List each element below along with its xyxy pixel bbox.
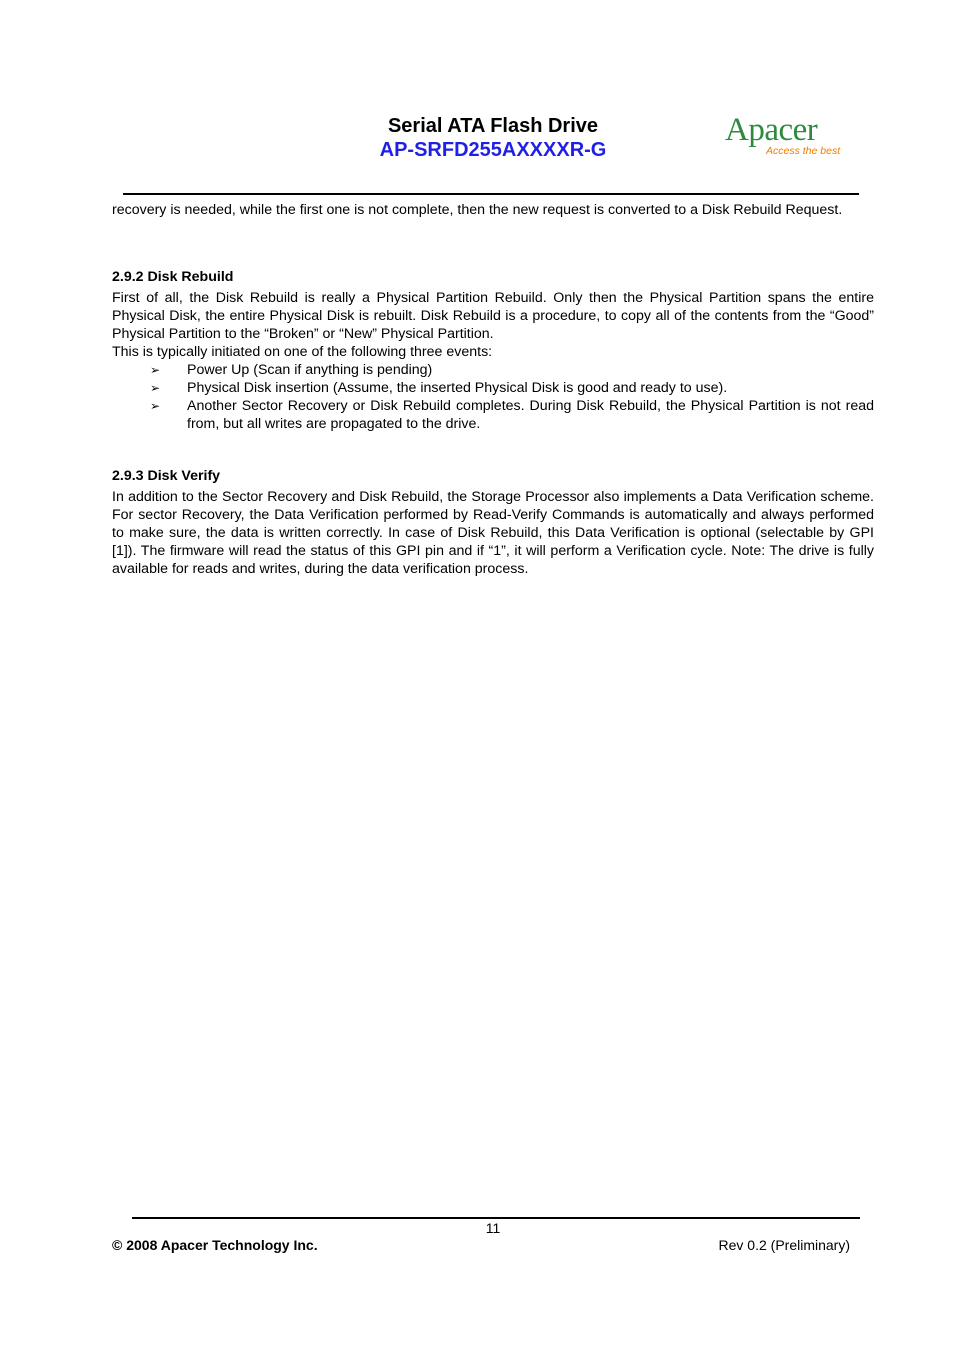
section-heading-disk-verify: 2.9.3 Disk Verify	[112, 468, 221, 484]
list-item-text: Another Sector Recovery or Disk Rebuild completes. During Disk Rebuild, the Physical Partition is not read from, but all writes are propagated to the drive.	[187, 398, 874, 432]
document-title: Serial ATA Flash Drive	[387, 115, 599, 137]
arrow-bullet-icon: ➢	[150, 363, 161, 377]
revision-label: Rev 0.2 (Preliminary)	[718, 1237, 850, 1253]
events-intro: This is typically initiated on one of the following three events:	[112, 344, 493, 360]
section-heading-disk-rebuild: 2.9.2 Disk Rebuild	[112, 269, 234, 285]
list-item	[112, 361, 874, 379]
events-list	[112, 361, 874, 433]
copyright-notice: © 2008 Apacer Technology Inc.	[112, 1237, 318, 1253]
disk-rebuild-paragraph: First of all, the Disk Rebuild is really a Physical Partition Rebuild. Only then the Physical Partition spans the entire Physical Disk, the entire Physical Disk is rebuilt. Disk Rebuild is a procedure, to copy all of the contents from the “Good” Physical Partition to the “Broken” or “New” Physical Partition.	[112, 290, 874, 342]
list-item-text: Power Up (Scan if anything is pending)	[187, 362, 433, 378]
logo-tagline: Access the best	[766, 145, 841, 157]
arrow-bullet-icon: ➢	[150, 381, 161, 395]
header-divider	[123, 193, 859, 195]
apacer-logo	[725, 112, 850, 162]
list-item	[112, 379, 874, 397]
logo-wordmark: Apacer	[725, 112, 818, 148]
list-item-text: Physical Disk insertion (Assume, the inserted Physical Disk is good and ready to use).	[187, 380, 728, 396]
page-number: 11	[485, 1220, 501, 1236]
list-item	[112, 397, 874, 433]
intro-paragraph: recovery is needed, while the first one is not complete, then the new request is converted to a Disk Rebuild Request.	[112, 202, 843, 218]
product-model: AP-SRFD255AXXXXR-G	[379, 139, 607, 161]
arrow-bullet-icon: ➢	[150, 399, 161, 413]
disk-verify-paragraph: In addition to the Sector Recovery and Disk Rebuild, the Storage Processor also implements a Data Verification scheme. For sector Recovery, the Data Verification performed by Read-Verify Commands is automatically and always performed to make sure, the data is written correctly. In case of Disk Rebuild, this Data Verification is optional (selectable by GPI [1]). The firmware will read the status of this GPI pin and if “1”, it will perform a Verification cycle. Note: The drive is fully available for reads and writes, during the data verification process.	[112, 489, 874, 577]
